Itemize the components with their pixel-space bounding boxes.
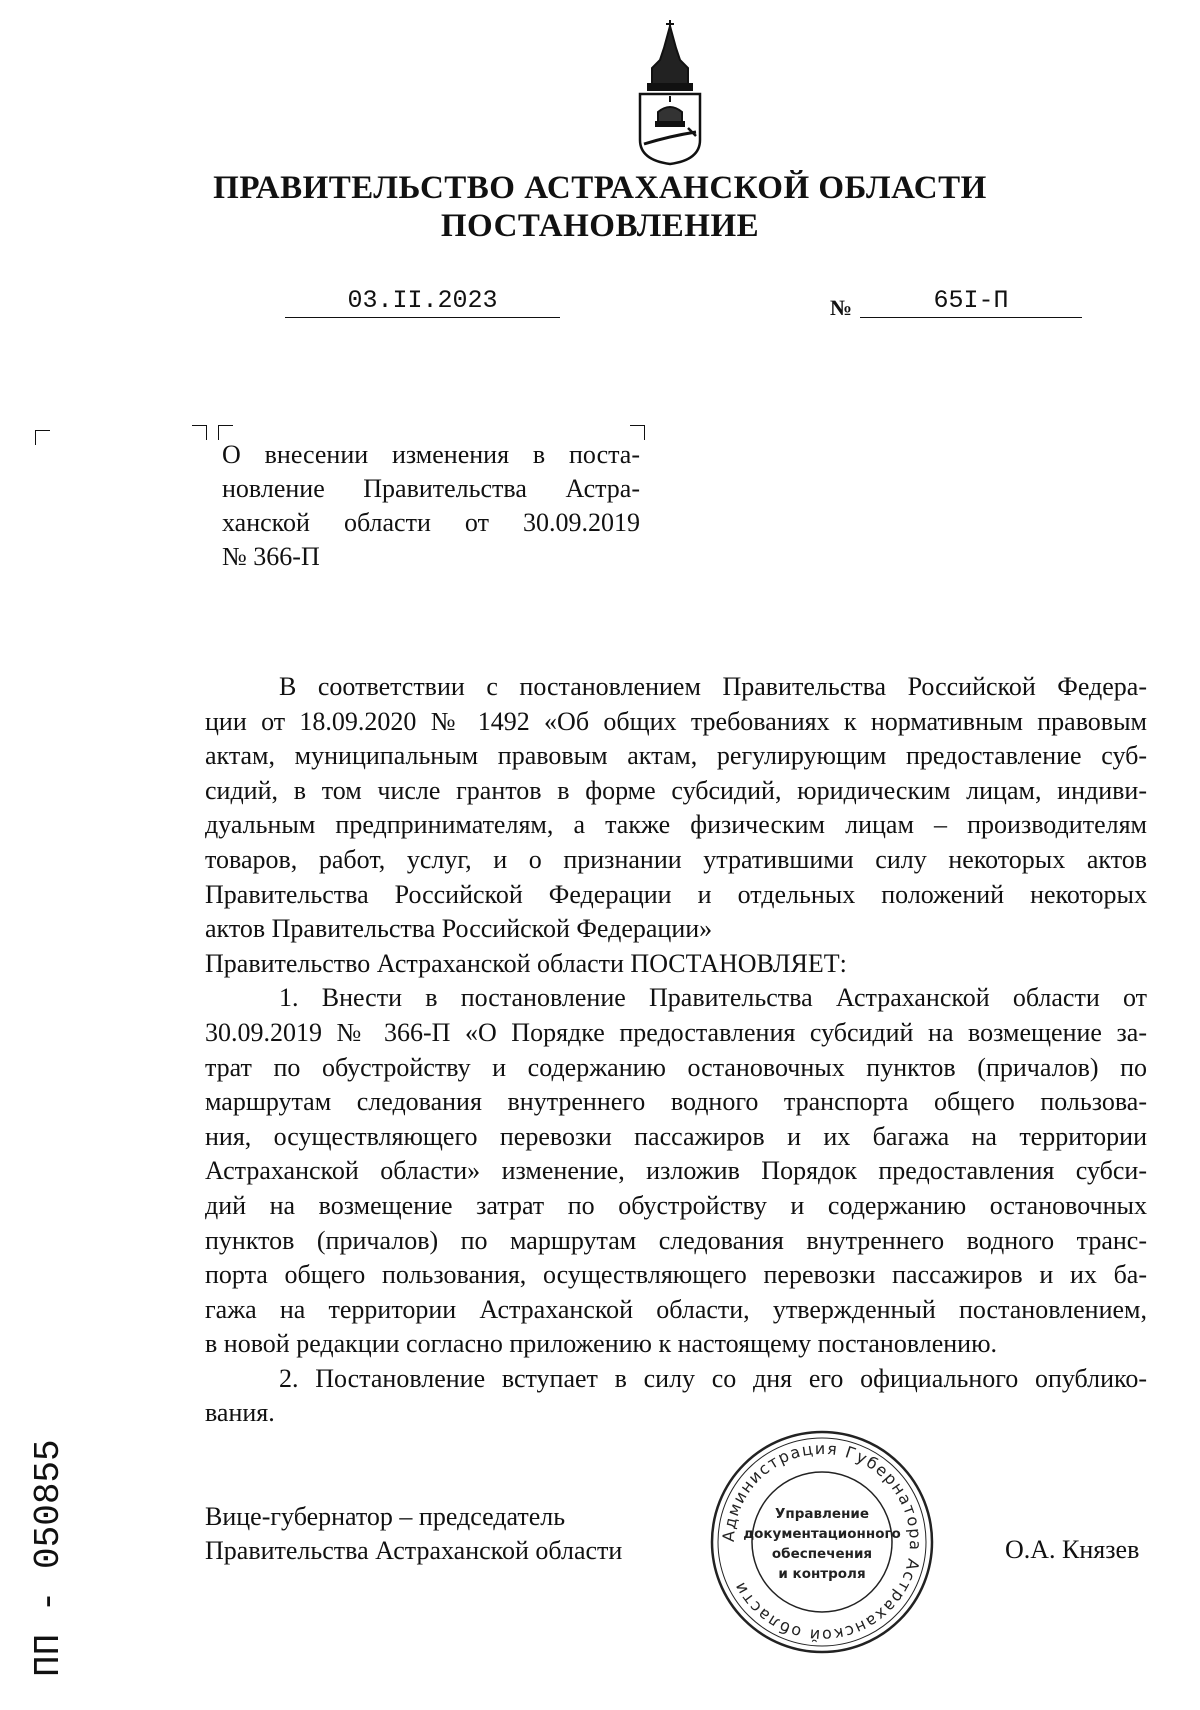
body-line: ния, осуществляющего перевозки пассажиров и их багажа на территории [205,1121,1147,1151]
form-serial-number [10,1382,80,1682]
body-line: дуальным предпринимателям, а также физическим лицам – производителям [205,810,1147,840]
document-subject [222,438,640,574]
organization-title: ПРАВИТЕЛЬСТВО АСТРАХАНСКОЙ ОБЛАСТИ [213,170,987,206]
body-line: вания. [205,1398,275,1428]
body-line: дий на возмещение затрат по обустройству и содержанию остановочных [205,1190,1147,1220]
svg-text:Администрация Губернатора Астр [719,1439,925,1645]
signatory-position-line: Вице-губернатор – председатель [205,1502,566,1531]
body-line: ции от 18.09.2020 № 1492 «Об общих требованиях к нормативным правовым [205,706,1147,736]
stamp-center-line: документационного [743,1526,901,1542]
subject-corner-mark [192,425,207,440]
signatory-position [205,1500,622,1568]
body-line: 30.09.2019 № 366-П «О Порядке предоставления субсидий на возмещение за- [205,1017,1147,1047]
body-line: маршрутам следования внутреннего водного транспорта общего пользова- [205,1087,1147,1117]
body-line: 2. Постановление вступает в силу со дня его официального опублико- [279,1363,1147,1393]
body-line: актов Правительства Российской Федерации» [205,914,713,944]
serial-number-text: ПП - 050855 [28,1439,69,1677]
body-line: Правительства Российской Федерации и отдельных положений некоторых [205,879,1147,909]
document-date: 03.II.2023 [285,286,560,318]
official-seal-stamp [708,1428,936,1656]
document-number: 65I-П [860,286,1082,318]
document-type-title: ПОСТАНОВЛЕНИЕ [440,208,760,244]
body-line: 1. Внести в постановление Правительства Астраханской области от [279,983,1147,1013]
number-label: № [830,295,853,320]
stamp-ring-text: Администрация Губернатора Астраханской области [718,1438,926,1646]
body-line: порта общего пользования, осуществляющего перевозки пассажиров и их ба- [205,1260,1147,1290]
signatory-position-line: Правительства Астраханской области [205,1536,623,1565]
stamp-center-line: обеспечения [771,1546,873,1562]
stamp-center-line: и контроля [778,1566,866,1582]
subject-line: О внесении изменения в поста- [222,440,640,469]
stamp-center-line: Управление [774,1506,870,1522]
body-line: сидий, в том числе грантов в форме субсидий, юридическим лицам, индиви- [205,775,1147,805]
body-line: в новой редакции согласно приложению к настоящему постановлению. [205,1329,998,1359]
signatory-name: О.А. Князев [1005,1535,1140,1564]
body-line: трат по обустройству и содержанию остановочных пунктов (причалов) по [205,1052,1147,1082]
body-line: товаров, работ, услуг, и о признании утратившими силу некоторых актов [205,844,1147,874]
body-line: актам, муниципальным правовым актам, регулирующим предоставление суб- [205,741,1147,771]
body-line: гажа на территории Астраханской области, утвержденный постановлением, [205,1294,1147,1324]
subject-line: новление Правительства Астра- [222,474,640,503]
body-line: Правительство Астраханской области ПОСТАНОВЛЯЕТ: [205,948,847,978]
margin-corner-mark [35,430,50,445]
coat-of-arms-emblem [630,18,710,168]
body-line: пунктов (причалов) по маршрутам следования внутреннего водного транс- [205,1225,1147,1255]
document-body [205,670,1147,1431]
subject-line: ханской области от 30.09.2019 [222,508,640,537]
body-line: Астраханской области» изменение, изложив Порядок предоставления субси- [205,1156,1147,1186]
body-line: В соответствии с постановлением Правительства Российской Федера- [279,672,1147,701]
subject-line: № 366-П [222,542,320,571]
